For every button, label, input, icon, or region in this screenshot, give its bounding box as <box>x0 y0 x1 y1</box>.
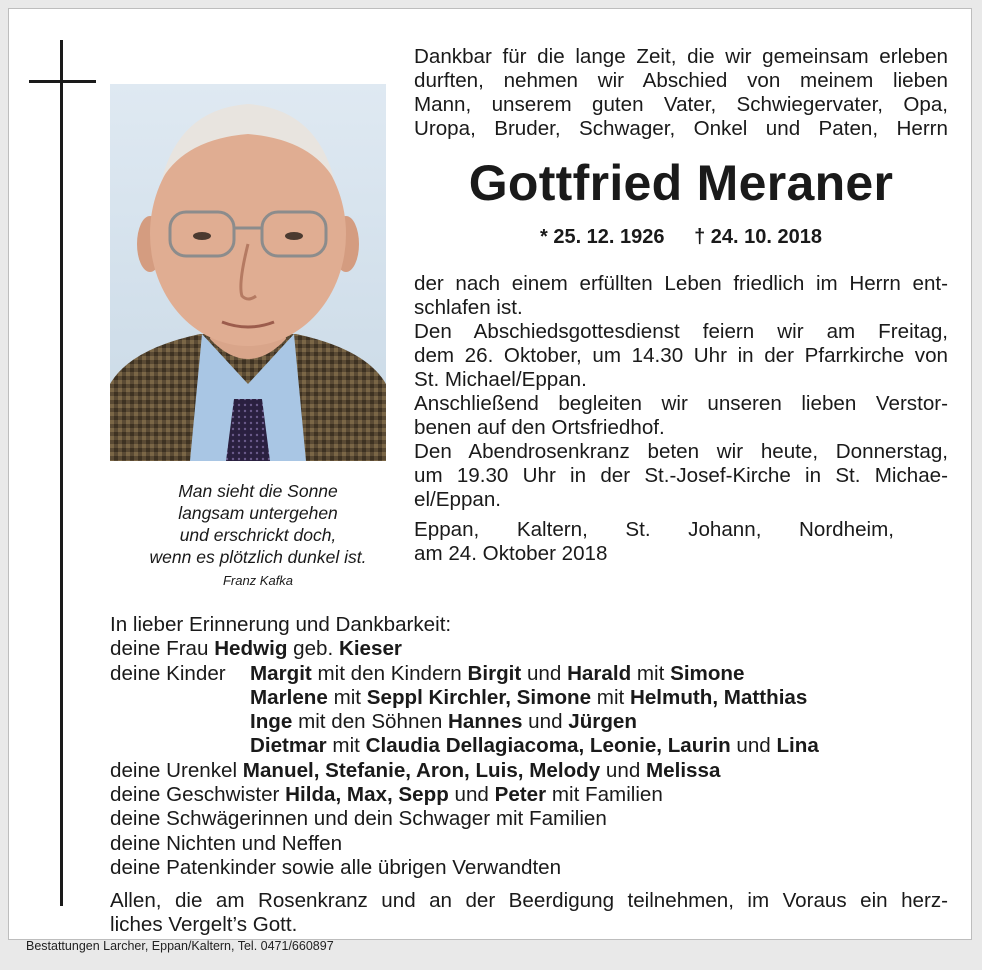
body-line: um 19.30 Uhr in der St.-Josef-Kirche in St. Michae- <box>414 464 948 487</box>
mourner-row-children <box>110 662 950 686</box>
intro-line: Dankbar für die lange Zeit, die wir gemeinsam erleben <box>414 45 948 68</box>
closing-text <box>110 889 948 937</box>
mourners-list <box>110 613 950 880</box>
mourner-row-wife <box>110 637 950 661</box>
mourner-text: mit <box>327 685 367 709</box>
intro-line: Mann, unserem guten Vater, Schwiegervater, Opa, <box>414 93 948 116</box>
mourner-row-child <box>110 710 950 734</box>
mourner-name: Peter <box>494 783 547 807</box>
body-line: Anschließend begleiten wir unseren lieben Verstor- <box>414 392 948 415</box>
mourner-name: Melissa <box>646 758 721 782</box>
mourner-name: Birgit <box>467 661 522 685</box>
life-dates <box>414 223 948 251</box>
mourner-text: geb. <box>287 637 339 661</box>
mourner-name: Hedwig <box>214 637 288 661</box>
quote-author: Franz Kafka <box>222 573 294 588</box>
mourner-name: Jürgen <box>568 710 637 734</box>
mourner-name: Manuel, Stefanie, Aron, Luis, Melody <box>242 758 601 782</box>
mourners-heading: In lieber Erinnerung und Dankbarkeit: <box>110 613 452 636</box>
body-line: Den Abschiedsgottesdienst feiern wir am Freitag, <box>414 320 948 343</box>
mourner-name: Kieser <box>338 637 402 661</box>
mourner-name: Dietmar <box>250 734 327 758</box>
body-line: el/Eppan. <box>414 488 502 511</box>
mourner-name: Hilda, Max, Sepp <box>285 783 449 807</box>
closing-line: liches Vergelt’s Gott. <box>110 913 298 936</box>
mourner-text: mit <box>326 734 366 758</box>
closing-line: Allen, die am Rosenkranz und an der Beerdigung teilnehmen, im Voraus ein herz- <box>110 889 948 912</box>
deceased-name: Gottfried Meraner <box>468 155 894 211</box>
mourner-text: und <box>521 661 568 685</box>
mourner-name: Simone <box>670 661 745 685</box>
mourner-text: mit <box>591 685 630 709</box>
birth-date: * 25. 12. 1926 <box>539 226 665 248</box>
mourner-name: Harald <box>567 661 632 685</box>
mourner-text: mit <box>631 661 671 685</box>
mourner-row-siblings <box>110 783 950 807</box>
mourner-text: deine Frau <box>110 637 215 661</box>
quote-line: langsam untergehen <box>178 503 338 523</box>
mourner-name: Marlene <box>250 685 328 709</box>
cross-icon-vertical <box>60 40 63 906</box>
mourner-text: deine Geschwister <box>110 783 286 807</box>
death-date: † 24. 10. 2018 <box>694 226 822 248</box>
place-line: am 24. Oktober 2018 <box>414 542 608 565</box>
mourner-name: Inge <box>250 710 293 734</box>
mourner-name: Margit <box>250 661 312 685</box>
quote-block <box>110 480 406 590</box>
portrait-photo <box>110 84 386 461</box>
quote-line: Man sieht die Sonne <box>178 481 338 501</box>
intro-line: durften, nehmen wir Abschied von meinem lieben <box>414 69 948 92</box>
body-line: Den Abendrosenkranz beten wir heute, Donnerstag, <box>414 440 948 463</box>
mourner-text: mit Familien <box>546 783 663 807</box>
body-line: benen auf den Ortsfriedhof. <box>414 416 665 439</box>
mourner-text: mit den Kindern <box>311 661 468 685</box>
mourner-text: deine Kinder <box>110 661 226 685</box>
cross-icon-horizontal <box>29 80 96 83</box>
mourner-row-child <box>110 686 950 710</box>
mourner-text: mit den Söhnen <box>292 710 449 734</box>
mourner-name: Seppl Kirchler, Simone <box>366 685 592 709</box>
place-date <box>414 518 894 566</box>
mourner-name: Claudia Dellagiacoma, Leonie, Laurin <box>365 734 731 758</box>
quote-line: wenn es plötzlich dunkel ist. <box>149 547 367 567</box>
mourner-text: und <box>448 783 495 807</box>
intro-text <box>414 45 948 141</box>
funeral-home-footer: Bestattungen Larcher, Eppan/Kaltern, Tel. 0471/660897 <box>26 939 334 953</box>
mourner-row-in-laws: deine Schwägerinnen und dein Schwager mit Familien <box>110 807 607 831</box>
quote-line: und erschrickt doch, <box>179 525 337 545</box>
mourner-row-child <box>110 734 950 758</box>
body-line: schlafen ist. <box>414 296 523 319</box>
mourner-name: Hannes <box>448 710 523 734</box>
mourner-text: und <box>730 734 777 758</box>
mourner-text: und <box>522 710 569 734</box>
place-line: Eppan, Kaltern, St. Johann, Nordheim, <box>414 518 894 541</box>
body-line: St. Michael/Eppan. <box>414 368 587 391</box>
body-line: dem 26. Oktober, um 14.30 Uhr in der Pfarrkirche von <box>414 344 948 367</box>
mourner-name: Lina <box>776 734 819 758</box>
mourner-text: und <box>600 758 646 782</box>
mourner-name: Helmuth, Matthias <box>629 685 808 709</box>
mourner-text: deine Urenkel <box>110 758 243 782</box>
body-line: der nach einem erfüllten Leben friedlich im Herrn ent- <box>414 272 948 295</box>
mourner-row-godchildren: deine Patenkinder sowie alle übrigen Verwandten <box>110 855 562 879</box>
mourner-row-great-grandchildren <box>110 759 950 783</box>
intro-line: Uropa, Bruder, Schwager, Onkel und Paten, Herrn <box>414 117 948 140</box>
mourner-row-nieces: deine Nichten und Neffen <box>110 831 343 855</box>
body-text <box>414 272 948 512</box>
